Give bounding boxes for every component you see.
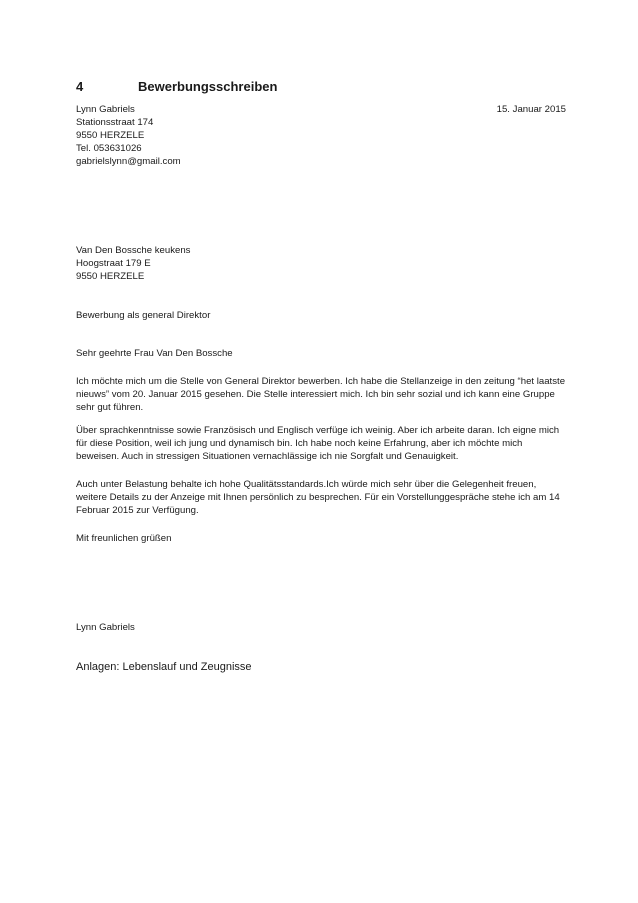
- sender-address: [76, 103, 566, 168]
- body-paragraph-1: Ich möchte mich um die Stelle von General Direktor bewerben. Ich habe die Stellanzeige in den zeitung “het laatste nieuws” vom 20. Januar 2015 gesehen. Die Stelle interessiert mich. Ich bin sehr sozial und ich kann eine Gruppe sehr gut führen.: [76, 376, 566, 413]
- body-paragraph-2: Über sprachkenntnisse sowie Französisch und Englisch verfüge ich weinig. Aber ich arbeite daran. Ich eigne mich für diese Position, weil ich jung und dynamisch bin. Ich habe noch keine Erfahrung, aber ich möchte mich beweisen. Auch in stressigen Situationen vernachlässige ich nie Sorgfalt und Genauigkeit.: [76, 425, 560, 462]
- letter-enclosures: Anlagen: Lebenslauf und Zeugnisse: [76, 661, 252, 673]
- letter-signature: [76, 621, 566, 634]
- sender-name: Lynn Gabriels: [76, 104, 135, 115]
- recipient-city: 9550 HERZELE: [76, 271, 145, 282]
- letter-date: 15. Januar 2015: [496, 104, 566, 115]
- closing-text: Mit freunlichen grüßen: [76, 533, 172, 544]
- letter-closing: [76, 532, 566, 545]
- letter-subject: [76, 309, 566, 322]
- sender-phone: Tel. 053631026: [76, 143, 142, 154]
- sender-city: 9550 HERZELE: [76, 130, 145, 141]
- salutation-text: Sehr geehrte Frau Van Den Bossche: [76, 348, 233, 359]
- body-paragraph-3: Auch unter Belastung behalte ich hohe Qualitätsstandards.Ich würde mich sehr über die Gelegenheit freuen, weitere Details zu der Anzeige mit Ihnen persönlich zu besprechen. Für ein Vorstellunggespräche stehe ich am 14 Februar 2015 zur Verfügung.: [76, 479, 560, 516]
- subject-text: Bewerbung als general Direktor: [76, 310, 211, 321]
- sender-street: Stationsstraat 174: [76, 117, 154, 128]
- letter-salutation: [76, 347, 566, 360]
- sender-email: gabrielslynn@gmail.com: [76, 156, 181, 167]
- signature-name: Lynn Gabriels: [76, 622, 135, 633]
- recipient-street: Hoogstraat 179 E: [76, 258, 151, 269]
- recipient-company: Van Den Bossche keukens: [76, 245, 191, 256]
- section-number: 4: [76, 79, 84, 94]
- recipient-address: [76, 244, 566, 283]
- section-heading: [76, 79, 277, 95]
- section-title: Bewerbungsschreiben: [138, 79, 278, 94]
